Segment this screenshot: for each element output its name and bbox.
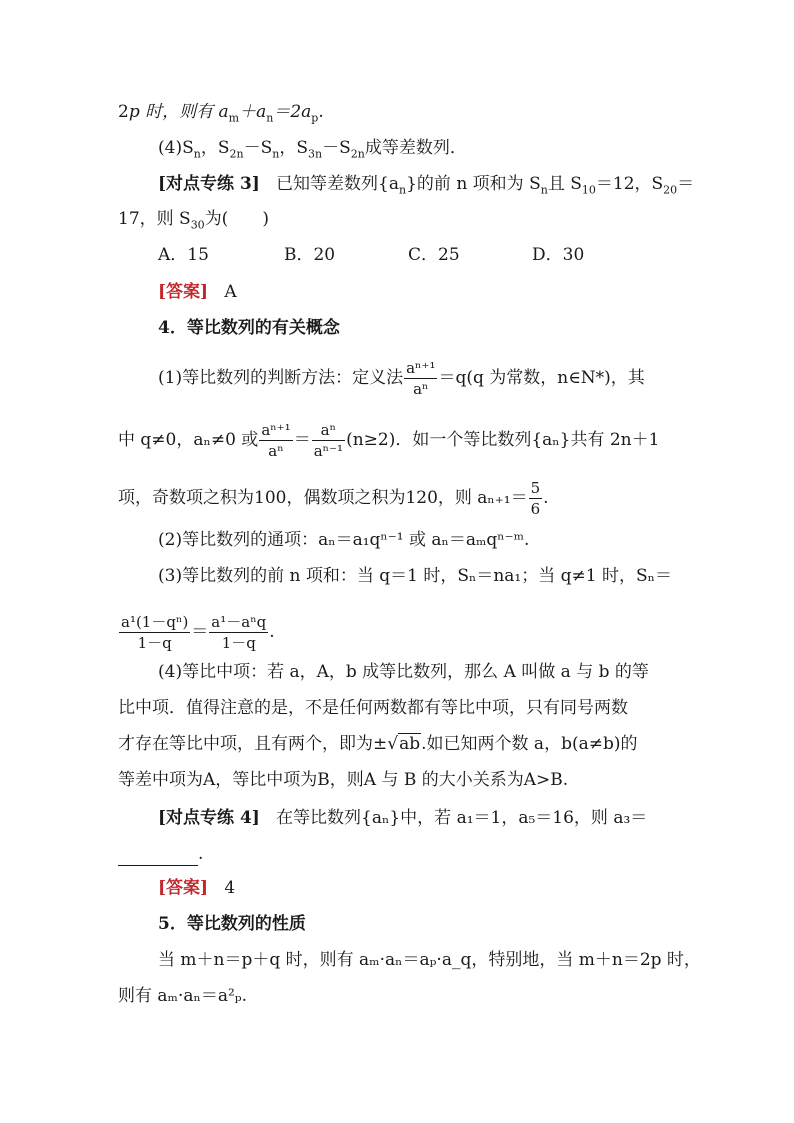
text: 中 q≠0，aₙ≠0 或 [118, 430, 259, 450]
subscript: 2n [229, 147, 244, 161]
text: . [269, 622, 275, 642]
text: 为( ) [204, 209, 269, 229]
subscript: 30 [190, 218, 205, 232]
text: (4)S [158, 138, 194, 158]
subscript: 2n [350, 147, 365, 161]
text: 2 [118, 102, 129, 122]
exercise-3-line-1 [158, 172, 694, 196]
subscript: 3n [307, 147, 323, 161]
para-7: (4)等比中项：若 a，A，b 成等比数列，那么 A 叫做 a 与 b 的等 [158, 662, 649, 682]
answer-blank[interactable] [118, 847, 198, 866]
text: ，S [279, 138, 308, 158]
text: ＝ [677, 174, 695, 194]
text: －S [322, 138, 351, 158]
text: ＝12，S [595, 174, 664, 194]
numerator: aⁿ⁺¹ [261, 421, 291, 439]
denominator: 6 [530, 500, 541, 518]
para-5: (3)等比数列的前 n 项和：当 q＝1 时，Sₙ＝na₁；当 q≠1 时，Sₙ＝ [158, 566, 672, 586]
subscript: 20 [663, 183, 678, 197]
para-12: 则有 aₘ·aₙ＝a²ₚ. [118, 986, 248, 1006]
text: (n≥2)．如一个等比数列{aₙ}共有 2n＋1 [346, 430, 660, 450]
subscript: p [311, 111, 319, 125]
numerator: a¹－aⁿq [211, 613, 267, 631]
subscript: n [272, 147, 280, 161]
subscript: n [266, 111, 274, 125]
fraction [209, 612, 268, 653]
section-5-heading: 5．等比数列的性质 [158, 914, 306, 934]
text: 且 S [547, 174, 582, 194]
para-9: 才存在等比中项，且有两个，即为±√ab.如已知两个数 a，b(a≠b)的 [118, 734, 638, 754]
section-4-heading: 4．等比数列的有关概念 [158, 318, 340, 338]
exercise-4-line-1 [158, 806, 647, 830]
text: . [198, 844, 204, 864]
text: 17，则 S [118, 209, 191, 229]
denominator: aⁿ [413, 380, 429, 398]
subscript: n [399, 183, 407, 197]
exercise-3-line-2 [118, 207, 269, 231]
text: p 时，则有 a [128, 102, 229, 122]
exercise-label: [对点专练 3] [158, 174, 260, 194]
fraction [119, 612, 190, 653]
denominator: aⁿ⁻¹ [313, 442, 344, 460]
numerator: aⁿ⁺¹ [406, 359, 436, 377]
para-1 [158, 358, 645, 399]
answer-value: A [224, 282, 237, 302]
option-c: C．25 [408, 245, 460, 265]
subscript: n [540, 183, 548, 197]
para-2 [118, 420, 659, 461]
answer-4 [158, 876, 235, 900]
answer-label: [答案] [158, 282, 209, 302]
fraction [404, 358, 437, 399]
fraction [312, 420, 345, 461]
text: . [318, 102, 324, 122]
para-8: 比中项．值得注意的是，不是任何两数都有等比中项，只有同号两数 [118, 698, 628, 718]
text: }的前 n 项和为 S [406, 174, 541, 194]
text: (1)等比数列的判断方法：定义法 [158, 368, 404, 388]
para-3 [118, 478, 549, 519]
text: ＝q(q 为常数，n∈N*)，其 [438, 368, 645, 388]
numerator: 5 [530, 479, 541, 497]
fraction [529, 478, 543, 519]
text: 在等比数列{aₙ}中，若 a₁＝1，a₅＝16，则 a₃＝ [276, 808, 648, 828]
exercise-4-line-2 [118, 842, 203, 866]
numerator: aⁿ [312, 420, 345, 441]
denominator: 1－q [221, 634, 256, 652]
subscript: n [193, 147, 201, 161]
line-2 [158, 136, 467, 160]
exercise-label: [对点专练 4] [158, 808, 260, 828]
sqrt-radicand: ab [399, 734, 421, 754]
text: . [543, 488, 549, 508]
text: ＝ [293, 430, 311, 450]
answer-3 [158, 280, 237, 304]
numerator: a¹(1－qⁿ) [121, 613, 189, 631]
text: ，S [200, 138, 230, 158]
option-a: A．15 [158, 245, 209, 265]
text: 成等差数列． [364, 138, 467, 158]
fraction [259, 420, 292, 461]
denominator: aⁿ [268, 442, 284, 460]
option-d: D．30 [532, 245, 585, 265]
denominator: 1－q [137, 634, 172, 652]
text: 才存在等比中项，且有两个，即为± [118, 734, 388, 754]
para-10: 等差中项为A，等比中项为B，则A 与 B 的大小关系为A>B. [118, 770, 569, 790]
para-11: 当 m＋n＝p＋q 时，则有 aₘ·aₙ＝aₚ·a_q，特别地，当 m＋n＝2p 时， [158, 950, 701, 970]
text: .如已知两个数 a，b(a≠b)的 [421, 734, 638, 754]
para-4: (2)等比数列的通项：aₙ＝a₁qⁿ⁻¹ 或 aₙ＝aₘqⁿ⁻ᵐ. [158, 530, 530, 550]
text: ＝2a [273, 102, 312, 122]
text: －S [243, 138, 273, 158]
text: 项，奇数项之积为100，偶数项之积为120，则 aₙ₊₁＝ [118, 488, 528, 508]
text: ＝ [191, 622, 209, 642]
subscript: 10 [581, 183, 596, 197]
answer-label: [答案] [158, 878, 209, 898]
text: ＋a [239, 102, 267, 122]
subscript: m [228, 111, 240, 125]
line-1 [118, 100, 324, 124]
para-6 [118, 612, 275, 653]
option-b: B．20 [284, 245, 336, 265]
text: 已知等差数列{a [276, 174, 400, 194]
answer-value: 4 [224, 878, 236, 898]
